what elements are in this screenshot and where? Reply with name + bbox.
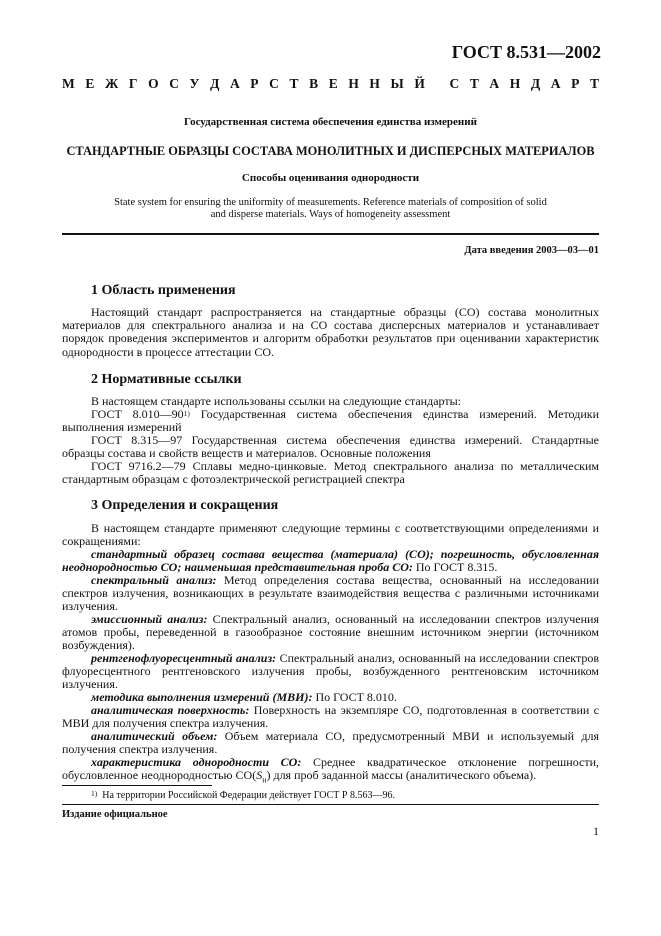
ref-code: ГОСТ 8.010—90 (91, 407, 184, 421)
banner-letter: Т (469, 76, 479, 91)
definition: По ГОСТ 8.315. (412, 560, 498, 575)
banner-letter: С (269, 76, 279, 91)
definition: По ГОСТ 8.010. (312, 690, 397, 704)
symbol-subscript: н (262, 775, 267, 785)
banner-letter: А (550, 76, 561, 91)
page-number: 1 (593, 824, 599, 838)
footnote (91, 790, 395, 801)
banner-letter: Г (128, 76, 138, 91)
term-analytical-volume (62, 730, 599, 756)
banner-letter: Т (589, 76, 599, 91)
banner-letter: М (62, 76, 75, 91)
symbol: S (256, 768, 263, 783)
term: характеристика однородности СО: (91, 755, 302, 769)
reference-gost-8-315: ГОСТ 8.315—97 Государственная система обеспечения единства измерений. Стандартные образцы состава и свойств веществ и материалов. Основные положения (62, 433, 599, 461)
definition: Объем материала СО, предусмотренный МВИ и используемый для получения спектра излучения. (62, 729, 599, 757)
banner-letter: Е (328, 76, 338, 91)
english-title-line: and disperse materials. Ways of homogeneity assessment (210, 209, 451, 220)
section-1-text: Настоящий стандарт распространяется на стандартные образцы (СО) состава монолитных материалов для спектрального анализа и на СО состава дисперсных материалов и устанавливает порядок проведения экспериментов и алгоритм обработки результатов при оценивании характеристик однородности в процессе аттестации СО. (62, 305, 599, 359)
definition: Среднее квадратическое отклонение погрешности, обусловленное неоднородностью СО( (62, 755, 599, 783)
banner-letter: Р (571, 76, 580, 91)
term: стандартный образец состава вещества (материала) (СО); погрешность, обусловленная неоднородностью СО; наименьшая представительная проба СО: (62, 547, 599, 575)
official-edition-label: Издание официальное (62, 809, 168, 820)
term-xrf-analysis (62, 652, 599, 692)
section-3-intro: В настоящем стандарте применяют следующие термины с соответствующими определениями и сокращениями: (62, 521, 599, 549)
banner-letter: Ы (390, 76, 404, 91)
banner-letter: О (148, 76, 159, 91)
english-title-line: State system for ensuring the uniformity of measurements. Reference materials of composition of solid (114, 197, 547, 208)
banner-letter: Д (210, 76, 220, 91)
banner-letter: С (449, 76, 460, 91)
banner-letter: Н (348, 76, 359, 91)
gost-number: ГОСТ 8.531—2002 (451, 42, 601, 62)
section-1-heading: 1 Область применения (91, 283, 236, 298)
document-title: СТАНДАРТНЫЕ ОБРАЗЦЫ СОСТАВА МОНОЛИТНЫХ И ДИСПЕРСНЫХ МАТЕРИАЛОВ (66, 144, 595, 158)
term: спектральный анализ: (91, 573, 217, 587)
definition: Спектральный анализ, основанный на исследовании спектров флуоресцентного рентгеновского излучения пробы, возбужденного рентгеновским источником излучения. (62, 651, 599, 692)
definition: Спектральный анализ, основанный на исследовании спектров излучения атомов пробы, переведенной в газообразное состояние внешним источником энергии (источником возбуждения). (62, 612, 599, 653)
term-spectral-analysis (62, 574, 599, 614)
banner-letter: Й (414, 76, 425, 91)
english-title (80, 197, 581, 221)
interstate-standard-banner (62, 76, 599, 92)
banner-letter: Т (289, 76, 299, 91)
term: эмиссионный анализ: (91, 612, 208, 626)
banner-letter: Ж (104, 76, 119, 91)
title-divider (62, 233, 599, 235)
banner-letter: А (489, 76, 500, 91)
term-analytical-surface (62, 704, 599, 730)
term: методика выполнения измерений (МВИ): (91, 690, 313, 704)
banner-letter: У (189, 76, 200, 91)
reference-gost-8-010 (62, 408, 599, 434)
banner-gap (436, 76, 439, 92)
section-3-heading: 3 Определения и сокращения (91, 498, 279, 513)
system-title: Государственная система обеспечения единства измерений (184, 116, 477, 128)
term-emission-analysis (62, 613, 599, 653)
footnote-mark: 1) (91, 789, 98, 798)
banner-letter: Е (85, 76, 95, 91)
term-homogeneity-characteristic (62, 756, 599, 787)
banner-letter: В (309, 76, 319, 91)
banner-letter: Р (250, 76, 259, 91)
term: рентгенофлуоресцентный анализ: (91, 651, 277, 665)
section-2-heading: 2 Нормативные ссылки (91, 372, 242, 387)
banner-letter: С (169, 76, 179, 91)
footer-divider (62, 804, 599, 805)
footnote-divider (62, 785, 212, 786)
definition: Метод определения состава вещества, основанный на исследовании спектров излучения, возникающих в результате взаимодействия вещества с различными источниками излучения. (62, 573, 600, 614)
banner-letter: Д (530, 76, 541, 91)
footnote-text: На территории Российской Федерации действует ГОСТ Р 8.563—96. (102, 790, 395, 801)
footnote-ref: 1) (183, 409, 190, 418)
section-2-intro: В настоящем стандарте использованы ссылки на следующие стандарты: (91, 394, 462, 408)
ref-title: Государственная система обеспечения единства измерений. Методики выполнения измерений (62, 407, 599, 435)
term: аналитическая поверхность: (91, 703, 250, 717)
introduction-date: Дата введения 2003—03—01 (464, 245, 599, 256)
reference-gost-9716-2: ГОСТ 9716.2—79 Сплавы медно-цинковые. Метод спектрального анализа по металлическим стандартным образцам с фотоэлектрической регистрацией спектра (62, 459, 599, 487)
term: аналитический объем: (91, 729, 218, 743)
document-subtitle: Способы оценивания однородности (241, 172, 420, 184)
definition: ) для проб заданной массы (аналитического объема). (266, 768, 537, 783)
term-reference-material (62, 548, 599, 574)
banner-letter: Н (369, 76, 380, 91)
definition: Поверхность на экземпляре СО, подготовленная в соответствии с МВИ для получения спектра излучения. (62, 703, 599, 731)
banner-letter: А (229, 76, 240, 91)
banner-letter: Н (509, 76, 521, 91)
